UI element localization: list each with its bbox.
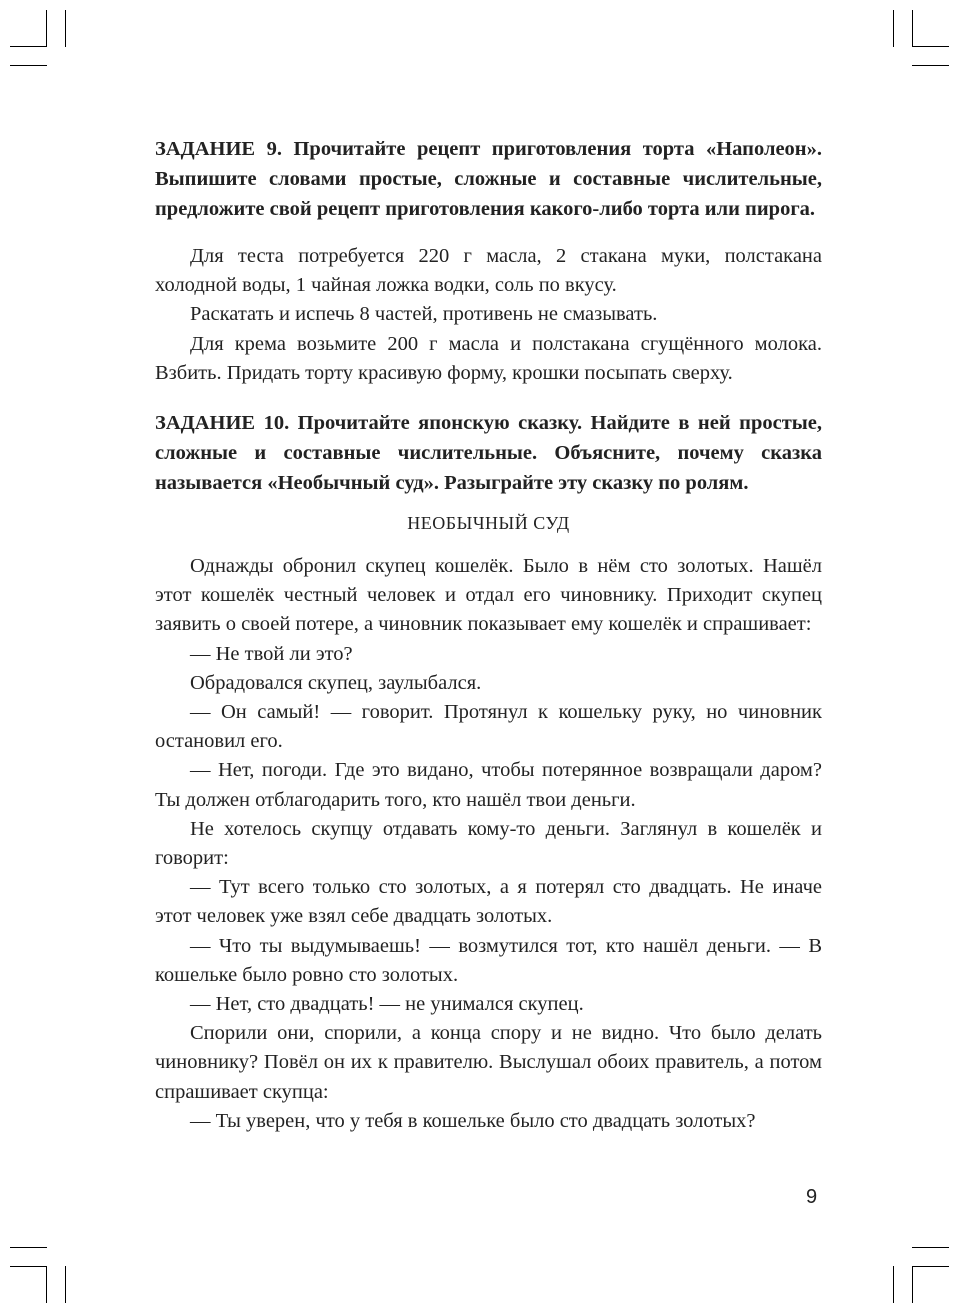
paragraph: Обрадовался скупец, заулыбался. bbox=[190, 671, 482, 694]
page-content bbox=[155, 134, 822, 1136]
task-10-heading: ЗАДАНИЕ 10. Прочитайте японскую сказку. Найдите в ней простые, сложные и составные числительные. Объясните, почему сказка называется «Необычный суд». Разыграйте эту сказку по ролям. bbox=[155, 412, 822, 495]
crop-mark bbox=[10, 46, 47, 47]
paragraph: Не хотелось скупцу отдавать кому-то деньги. Заглянул в кошелёк и говорит: bbox=[155, 817, 822, 870]
crop-mark bbox=[893, 1266, 894, 1303]
crop-mark bbox=[912, 10, 913, 47]
crop-mark bbox=[65, 1266, 66, 1303]
recipe-text bbox=[155, 242, 822, 388]
crop-mark bbox=[912, 46, 949, 47]
crop-mark bbox=[912, 1266, 949, 1267]
task-9-heading: ЗАДАНИЕ 9. Прочитайте рецепт приготовления торта «Наполеон». Выпишите словами простые, сложные и составные числительные, предложите свой рецепт приготовления какого-либо торта или пирога. bbox=[155, 138, 822, 220]
crop-mark bbox=[10, 1266, 47, 1267]
paragraph: — Тут всего только сто золотых, а я потерял сто двадцать. Не иначе этот человек уже взял себе двадцать золотых. bbox=[155, 876, 822, 928]
paragraph: Однажды обронил скупец кошелёк. Было в нём сто золотых. Нашёл этот кошелёк честный человек и отдал его чиновнику. Приходит скупец заявить о своей потере, а чиновник показывает ему кошелёк и спрашивает: bbox=[155, 555, 822, 636]
crop-mark bbox=[912, 65, 949, 66]
paragraph: Для теста потребуется 220 г масла, 2 стакана муки, полстакана холодной воды, 1 чайная ложка водки, соль по вкусу. bbox=[155, 245, 822, 297]
story-title: НЕОБЫЧНЫЙ СУД bbox=[407, 513, 570, 534]
crop-mark bbox=[46, 10, 47, 47]
crop-mark bbox=[65, 10, 66, 47]
paragraph: — Ты уверен, что у тебя в кошельке было сто двадцать золотых? bbox=[190, 1109, 756, 1132]
paragraph: Раскатать и испечь 8 частей, противень не смазывать. bbox=[190, 303, 658, 326]
paragraph: Спорили они, спорили, а конца спору и не видно. Что было делать чиновнику? Повёл он их к правителю. Выслушал обоих правитель, а потом спрашивает скупца: bbox=[155, 1022, 822, 1103]
paragraph: Для крема возьмите 200 г масла и полстакана сгущённого молока. Взбить. Придать торту красивую форму, крошки посыпать сверху. bbox=[155, 332, 822, 384]
page-number: 9 bbox=[806, 1186, 818, 1208]
crop-mark bbox=[10, 65, 47, 66]
crop-mark bbox=[912, 1247, 949, 1248]
crop-mark bbox=[46, 1266, 47, 1303]
paragraph: — Нет, сто двадцать! — не унимался скупец. bbox=[190, 993, 584, 1016]
paragraph: — Что ты выдумываешь! — возмутился тот, кто нашёл деньги. — В кошельке было ровно сто золотых. bbox=[155, 934, 822, 986]
crop-mark bbox=[893, 10, 894, 47]
paragraph: — Не твой ли это? bbox=[190, 642, 353, 665]
crop-mark bbox=[10, 1247, 47, 1248]
paragraph: — Нет, погоди. Где это видано, чтобы потерянное возвращали даром? Ты должен отблагодарить того, кто нашёл твои деньги. bbox=[155, 759, 822, 811]
story-text bbox=[155, 552, 822, 1136]
crop-mark bbox=[912, 1266, 913, 1303]
paragraph: — Он самый! — говорит. Протянул к кошельку руку, но чиновник остановил его. bbox=[155, 701, 822, 753]
